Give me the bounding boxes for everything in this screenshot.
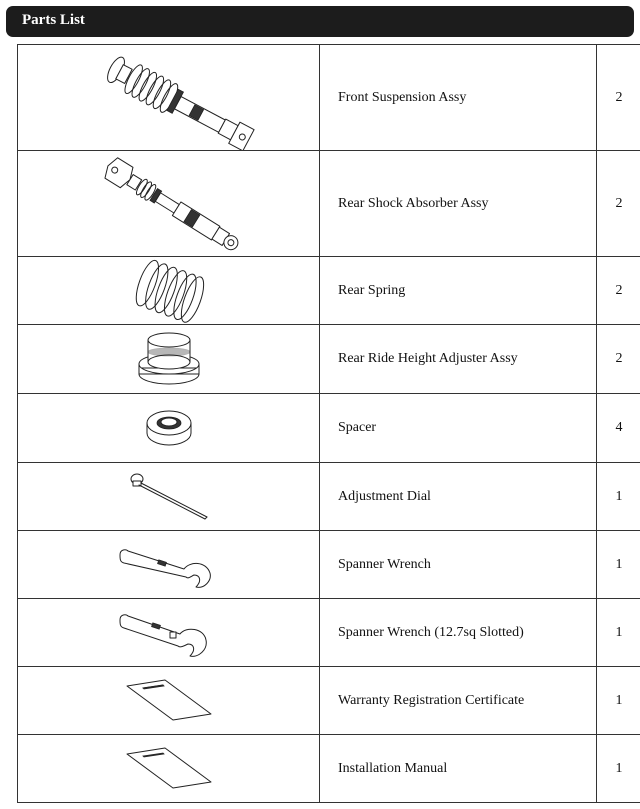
part-image-cell [18,394,320,463]
part-qty: 1 [597,599,640,667]
part-image-cell [18,463,320,531]
parts-table [17,44,640,803]
part-name: Warranty Registration Certificate [320,667,597,735]
parts-list-header [6,6,634,37]
page-title: Parts List [22,12,85,28]
part-image-cell [18,599,320,667]
part-image-cell [18,325,320,394]
table-row [18,325,640,394]
part-name: Rear Spring [320,257,597,325]
adjustment-dial-icon [119,467,219,527]
part-qty: 2 [597,325,640,394]
part-qty: 4 [597,394,640,463]
table-row [18,735,640,803]
table-row [18,531,640,599]
part-qty: 2 [597,257,640,325]
part-image-cell [18,257,320,325]
installation-manual-icon [119,744,219,794]
table-row [18,463,640,531]
part-name: Installation Manual [320,735,597,803]
table-row [18,599,640,667]
part-qty: 2 [597,45,640,151]
warranty-certificate-icon [119,676,219,726]
spanner-wrench-icon [114,535,224,595]
part-qty: 1 [597,531,640,599]
part-name: Spacer [320,394,597,463]
rear-shock-absorber-assy-icon [79,152,259,256]
part-qty: 1 [597,667,640,735]
rear-spring-icon [124,258,214,324]
part-name: Rear Shock Absorber Assy [320,151,597,257]
part-image-cell [18,531,320,599]
part-name: Rear Ride Height Adjuster Assy [320,325,597,394]
part-name: Spanner Wrench (12.7sq Slotted) [320,599,597,667]
table-row [18,257,640,325]
rear-ride-height-adjuster-assy-icon [124,326,214,392]
table-row [18,45,640,151]
table-row [18,394,640,463]
front-suspension-assy-icon [79,46,259,150]
part-name: Spanner Wrench [320,531,597,599]
part-name: Front Suspension Assy [320,45,597,151]
part-name: Adjustment Dial [320,463,597,531]
part-image-cell [18,45,320,151]
part-qty: 1 [597,735,640,803]
table-row [18,667,640,735]
table-row [18,151,640,257]
part-image-cell [18,735,320,803]
part-qty: 1 [597,463,640,531]
part-image-cell [18,667,320,735]
part-image-cell [18,151,320,257]
slotted-spanner-wrench-icon [114,602,224,664]
spacer-icon [139,403,199,453]
part-qty: 2 [597,151,640,257]
